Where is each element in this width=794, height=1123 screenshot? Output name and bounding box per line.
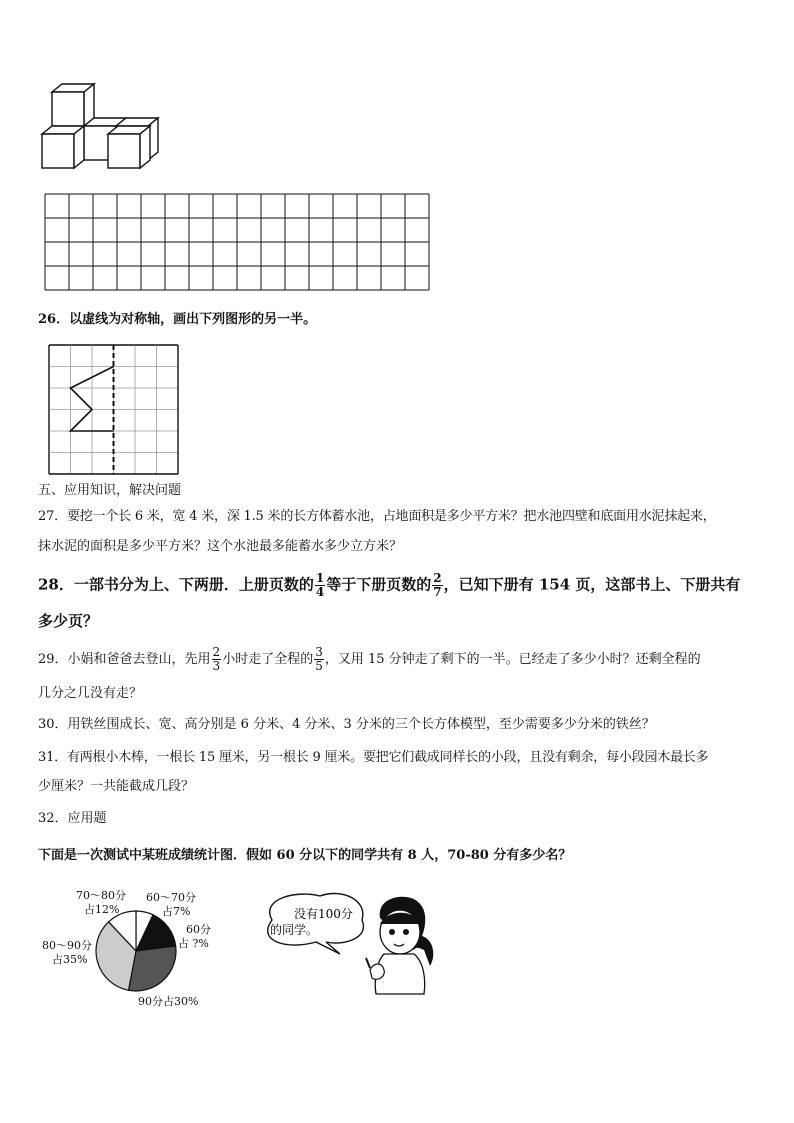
q26-label: 26．以虚线为对称轴，画出下列图形的另一半。 <box>38 312 317 327</box>
q32-label: 32．应用题 <box>38 811 107 826</box>
q29-part1: 29．小娟和爸爸去登山，先用 <box>38 652 211 667</box>
label-60-70: 60～70分 <box>146 891 196 904</box>
q29-frac2: $\frac{3}{5}$ <box>315 645 323 673</box>
label-80-90-pct: 占35% <box>52 953 88 966</box>
q31-line1: 31．有两根小木棒，一根长 15 厘米，另一根长 9 厘米。要把它们截成同样长的小段，且没有剩余，每小段园木最长多 <box>38 750 709 765</box>
pie-chart <box>38 885 238 1015</box>
cube-figure <box>38 80 168 175</box>
label-90: 90分占30% <box>138 995 199 1008</box>
q31-line2: 少厘米？一共能截成几段？ <box>38 779 195 794</box>
speech-line1: 没有100分 <box>294 907 353 921</box>
q27-line2: 抹水泥的面积是多少平方米？这个水池最多能蓄水多少立方米？ <box>38 539 403 554</box>
label-60: 60分 <box>186 923 211 936</box>
label-80-90: 80～90分 <box>42 939 92 952</box>
q27-line1: 27．要挖一个长 6 米，宽 4 米，深 1.5 米的长方体蓄水池，占地面积是多少平方米？把水池四壁和底面用水泥抹起来， <box>38 509 716 524</box>
q28-line2: 多少页？ <box>38 612 99 630</box>
q28-part2: 等于下册页数的 <box>326 575 432 594</box>
q32-question: 下面是一次测试中某班成绩统计图．假如 60 分以下的同学共有 8 人，70-80 分有多少名？ <box>38 848 572 863</box>
symmetry-grid <box>48 344 180 476</box>
q29-part2: 小时走了全程的 <box>222 652 314 667</box>
label-70-80-pct: 占12% <box>84 903 120 916</box>
q29-line2: 几分之几没有走？ <box>38 686 143 701</box>
q28-part1: 28．一部书分为上、下两册．上册页数的 <box>38 575 314 594</box>
label-60-70-pct: 占7% <box>162 905 191 918</box>
q28-frac1: $\frac{1}{4}$ <box>315 571 325 599</box>
q28-frac2: $\frac{2}{7}$ <box>433 571 442 599</box>
section5-title: 五、应用知识，解决问题 <box>38 483 182 498</box>
speech-line2: 的同学。 <box>270 923 319 937</box>
answer-grid <box>44 193 432 291</box>
q28-line1 <box>38 572 740 599</box>
q28-part3: ，已知下册有 154 页，这部书上、下册共有 <box>443 575 741 594</box>
girl-illustration <box>258 890 448 1005</box>
q29-frac1: $\frac{2}{3}$ <box>212 645 221 673</box>
label-60-pct: 占 ?% <box>178 937 209 950</box>
label-70-80: 70～80分 <box>76 889 126 902</box>
q29-line1 <box>38 646 701 673</box>
q29-part3: ，又用 15 分钟走了剩下的一半。已经走了多少小时？还剩全程的 <box>324 652 701 667</box>
q30-text: 30．用铁丝围成长、宽、高分别是 6 分米、4 分米、3 分米的三个长方体模型，至少需要多少分米的铁丝？ <box>38 717 655 732</box>
